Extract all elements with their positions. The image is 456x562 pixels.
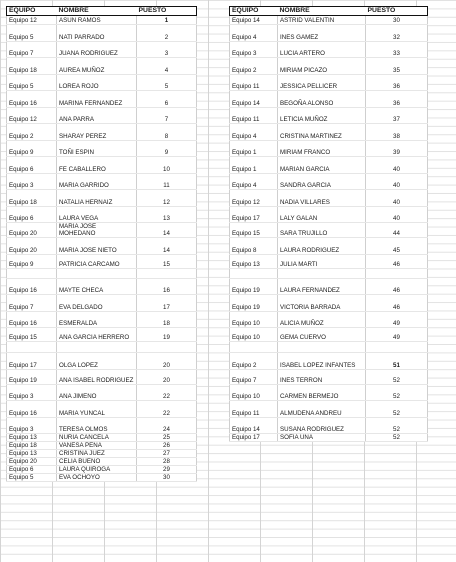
empty-row: [230, 268, 428, 278]
name-cell[interactable]: ALMUDENA ANDREU: [278, 401, 366, 418]
table-row: [230, 254, 428, 268]
position-cell[interactable]: 27: [137, 450, 197, 458]
position-cell[interactable]: 10: [137, 157, 197, 174]
position-cell[interactable]: 2: [137, 25, 197, 42]
team-cell[interactable]: Equipo 15: [7, 328, 57, 342]
team-cell[interactable]: Equipo 4: [230, 25, 278, 42]
team-cell[interactable]: Equipo 9: [7, 254, 57, 268]
team-cell[interactable]: Equipo 11: [230, 401, 278, 418]
table-row: [230, 74, 428, 91]
name-cell[interactable]: [57, 342, 137, 353]
team-cell[interactable]: Equipo 6: [7, 466, 57, 474]
position-cell[interactable]: 14: [137, 238, 197, 255]
name-cell[interactable]: TOÑI ESPIN: [57, 140, 137, 157]
position-cell[interactable]: 40: [366, 190, 428, 207]
name-cell[interactable]: SUSANA RODRIGUEZ: [278, 417, 366, 434]
table-row: [230, 401, 428, 418]
team-cell[interactable]: Equipo 10: [230, 328, 278, 342]
table-row: [7, 295, 197, 312]
name-column-header[interactable]: NOMBRE: [278, 7, 366, 16]
name-cell[interactable]: MAYTE CHECA: [57, 278, 137, 295]
table-row: [7, 238, 197, 255]
position-cell[interactable]: 52: [366, 434, 428, 442]
table-row: [230, 384, 428, 401]
position-cell[interactable]: 19: [137, 328, 197, 342]
name-cell[interactable]: NATALIA HERNAIZ: [57, 190, 137, 207]
table-row: [7, 190, 197, 207]
name-cell[interactable]: FE CABALLERO: [57, 157, 137, 174]
team-cell[interactable]: Equipo 20: [7, 238, 57, 255]
position-column-header[interactable]: PUESTO: [366, 7, 428, 16]
table-row: [230, 173, 428, 190]
position-cell[interactable]: 51: [366, 353, 428, 370]
position-cell[interactable]: 33: [366, 41, 428, 58]
team-cell[interactable]: Equipo 7: [7, 41, 57, 58]
right-ranking-table: [229, 6, 428, 442]
table-row: [7, 353, 197, 370]
name-cell[interactable]: ASTRID VALENTIN: [278, 16, 366, 25]
table-row: [230, 238, 428, 255]
position-cell[interactable]: 49: [366, 311, 428, 328]
position-cell[interactable]: 45: [366, 238, 428, 255]
table-row: [7, 328, 197, 342]
position-cell[interactable]: 5: [137, 74, 197, 91]
position-cell[interactable]: [137, 268, 197, 278]
table-row: [7, 16, 197, 25]
table-row: [230, 223, 428, 238]
position-cell[interactable]: 13: [137, 206, 197, 223]
name-cell[interactable]: SHARAY PEREZ: [57, 124, 137, 141]
team-cell[interactable]: Equipo 2: [230, 58, 278, 75]
name-cell[interactable]: SOFIA UÑA: [278, 434, 366, 442]
team-cell[interactable]: Equipo 6: [7, 206, 57, 223]
team-column-header[interactable]: EQUIPO: [7, 7, 57, 16]
name-cell[interactable]: EVA DELGADO: [57, 295, 137, 312]
team-cell[interactable]: Equipo 4: [230, 173, 278, 190]
table-row: [230, 206, 428, 223]
name-cell[interactable]: EVA OCHOYO: [57, 474, 137, 482]
name-cell[interactable]: CELIA BUENO: [57, 458, 137, 466]
empty-row: [230, 342, 428, 353]
name-cell[interactable]: LAURA FERNANDEZ: [278, 278, 366, 295]
team-cell[interactable]: Equipo 9: [7, 140, 57, 157]
team-cell[interactable]: Equipo 20: [7, 223, 57, 238]
team-cell[interactable]: [7, 268, 57, 278]
name-cell[interactable]: MIRIAM FRANCO: [278, 140, 366, 157]
team-cell[interactable]: Equipo 14: [230, 417, 278, 434]
team-cell[interactable]: Equipo 7: [7, 295, 57, 312]
team-cell[interactable]: Equipo 14: [230, 91, 278, 108]
position-cell[interactable]: 29: [137, 466, 197, 474]
name-cell[interactable]: LAURA QUIROGA: [57, 466, 137, 474]
team-cell[interactable]: Equipo 8: [230, 238, 278, 255]
name-cell[interactable]: MARIA JOSE MOHEDANO: [57, 223, 137, 238]
empty-row: [7, 342, 197, 353]
table-row: [230, 353, 428, 370]
team-cell[interactable]: Equipo 3: [7, 173, 57, 190]
team-cell[interactable]: Equipo 13: [7, 450, 57, 458]
team-cell[interactable]: Equipo 12: [7, 107, 57, 124]
name-cell[interactable]: SARA TRUJILLO: [278, 223, 366, 238]
table-row: [7, 74, 197, 91]
team-cell[interactable]: Equipo 1: [230, 157, 278, 174]
team-cell[interactable]: Equipo 18: [7, 190, 57, 207]
table-row: [7, 91, 197, 108]
position-cell[interactable]: 4: [137, 58, 197, 75]
table-row: [7, 384, 197, 401]
position-cell[interactable]: 44: [366, 223, 428, 238]
name-cell[interactable]: GEMA CUERVO: [278, 328, 366, 342]
position-cell[interactable]: 30: [366, 16, 428, 25]
table-row: [7, 417, 197, 434]
table-row: [230, 434, 428, 442]
team-cell[interactable]: Equipo 14: [230, 16, 278, 25]
team-cell[interactable]: Equipo 6: [7, 157, 57, 174]
table-row: [7, 254, 197, 268]
name-cell[interactable]: MARIAN GARCIA: [278, 157, 366, 174]
name-cell[interactable]: MARIA JOSE NIETO: [57, 238, 137, 255]
table-row: [230, 311, 428, 328]
name-cell[interactable]: ISABEL LOPEZ INFANTES: [278, 353, 366, 370]
table-row: [7, 442, 197, 450]
name-cell[interactable]: PATRICIA CARCAMO: [57, 254, 137, 268]
team-cell[interactable]: Equipo 13: [7, 434, 57, 442]
name-cell[interactable]: VICTORIA BARRADA: [278, 295, 366, 312]
position-cell[interactable]: 52: [366, 384, 428, 401]
position-cell[interactable]: 38: [366, 124, 428, 141]
table-row: [7, 58, 197, 75]
team-cell[interactable]: Equipo 15: [230, 223, 278, 238]
table-row: [7, 206, 197, 223]
position-cell[interactable]: 15: [137, 254, 197, 268]
name-cell[interactable]: NURIA CANCELA: [57, 434, 137, 442]
team-cell[interactable]: Equipo 16: [7, 401, 57, 418]
team-cell[interactable]: Equipo 2: [230, 353, 278, 370]
team-cell[interactable]: Equipo 19: [230, 278, 278, 295]
name-cell[interactable]: MARIA YUNCAL: [57, 401, 137, 418]
position-cell[interactable]: 26: [137, 442, 197, 450]
left-ranking-table: [6, 6, 197, 482]
position-cell[interactable]: 37: [366, 107, 428, 124]
team-cell[interactable]: Equipo 12: [7, 16, 57, 25]
position-cell[interactable]: 49: [366, 328, 428, 342]
table-row: [230, 328, 428, 342]
team-cell[interactable]: Equipo 19: [230, 295, 278, 312]
position-cell[interactable]: 18: [137, 311, 197, 328]
name-cell[interactable]: ANA GARCIA HERRERO: [57, 328, 137, 342]
table-row: [7, 474, 197, 482]
name-cell[interactable]: LALY GALAN: [278, 206, 366, 223]
name-cell[interactable]: MIRIAM PICAZO: [278, 58, 366, 75]
team-cell[interactable]: Equipo 17: [230, 434, 278, 442]
team-cell[interactable]: Equipo 17: [230, 206, 278, 223]
position-cell[interactable]: 39: [366, 140, 428, 157]
team-cell[interactable]: Equipo 3: [7, 384, 57, 401]
position-cell[interactable]: 30: [137, 474, 197, 482]
name-cell[interactable]: VANESA PEÑA: [57, 442, 137, 450]
table-row: [7, 401, 197, 418]
team-cell[interactable]: Equipo 19: [7, 369, 57, 384]
position-cell[interactable]: 40: [366, 173, 428, 190]
name-cell[interactable]: [278, 268, 366, 278]
position-column-header[interactable]: PUESTO: [137, 7, 197, 16]
name-cell[interactable]: LETICIA MUÑOZ: [278, 107, 366, 124]
table-row: [230, 107, 428, 124]
name-cell[interactable]: BEGOÑA ALONSO: [278, 91, 366, 108]
table-row: [7, 41, 197, 58]
position-cell[interactable]: 20: [137, 353, 197, 370]
team-cell[interactable]: Equipo 16: [7, 278, 57, 295]
table-row: [7, 434, 197, 442]
team-cell[interactable]: Equipo 20: [7, 458, 57, 466]
table-row: [230, 295, 428, 312]
team-cell[interactable]: Equipo 3: [7, 417, 57, 434]
position-cell[interactable]: 22: [137, 384, 197, 401]
position-cell[interactable]: 1: [137, 16, 197, 25]
name-cell[interactable]: [278, 342, 366, 353]
table-row: [230, 25, 428, 42]
position-cell[interactable]: 8: [137, 124, 197, 141]
team-cell[interactable]: Equipo 2: [7, 124, 57, 141]
name-cell[interactable]: LAURA RODRIGUEZ: [278, 238, 366, 255]
table-row: [230, 190, 428, 207]
name-cell[interactable]: JULIA MARTI: [278, 254, 366, 268]
position-cell[interactable]: 52: [366, 401, 428, 418]
name-cell[interactable]: LOREA ROJO: [57, 74, 137, 91]
table-row: [7, 278, 197, 295]
name-cell[interactable]: ANA ISABEL RODRIGUEZ: [57, 369, 137, 384]
name-cell[interactable]: ESMERALDA: [57, 311, 137, 328]
name-cell[interactable]: LUCIA ARTERO: [278, 41, 366, 58]
team-cell[interactable]: Equipo 5: [7, 74, 57, 91]
position-cell[interactable]: 40: [366, 157, 428, 174]
table-row: [230, 417, 428, 434]
table-row: [7, 25, 197, 42]
name-cell[interactable]: JUANA RODRIGUEZ: [57, 41, 137, 58]
table-row: [7, 369, 197, 384]
position-cell[interactable]: [366, 268, 428, 278]
table-row: [230, 41, 428, 58]
table-row: [7, 140, 197, 157]
team-cell[interactable]: Equipo 11: [230, 107, 278, 124]
table-row: [230, 157, 428, 174]
position-cell[interactable]: 46: [366, 295, 428, 312]
team-cell[interactable]: Equipo 12: [230, 190, 278, 207]
team-cell[interactable]: Equipo 10: [230, 311, 278, 328]
position-cell[interactable]: 46: [366, 254, 428, 268]
position-cell[interactable]: 28: [137, 458, 197, 466]
position-cell[interactable]: 14: [137, 223, 197, 238]
table-row: [230, 124, 428, 141]
team-cell[interactable]: Equipo 1: [230, 140, 278, 157]
position-cell[interactable]: 52: [366, 417, 428, 434]
team-cell[interactable]: Equipo 5: [7, 474, 57, 482]
position-cell[interactable]: 6: [137, 91, 197, 108]
team-column-header[interactable]: EQUIPO: [230, 7, 278, 16]
team-cell[interactable]: Equipo 16: [7, 91, 57, 108]
table-row: [7, 466, 197, 474]
position-cell[interactable]: 32: [366, 25, 428, 42]
name-cell[interactable]: TERESA OLMOS: [57, 417, 137, 434]
table-row: [7, 450, 197, 458]
team-cell[interactable]: Equipo 16: [7, 311, 57, 328]
name-cell[interactable]: LAURA VEGA: [57, 206, 137, 223]
position-cell[interactable]: 36: [366, 91, 428, 108]
team-cell[interactable]: [7, 342, 57, 353]
position-cell[interactable]: [366, 342, 428, 353]
table-row: [7, 311, 197, 328]
table-row: [7, 157, 197, 174]
name-cell[interactable]: INES TERRON: [278, 369, 366, 384]
team-cell[interactable]: Equipo 17: [7, 353, 57, 370]
position-cell[interactable]: 20: [137, 369, 197, 384]
table-row: [7, 223, 197, 238]
name-cell[interactable]: ANA JIMENO: [57, 384, 137, 401]
position-cell[interactable]: 40: [366, 206, 428, 223]
table-row: [7, 173, 197, 190]
position-cell[interactable]: 12: [137, 190, 197, 207]
name-cell[interactable]: MARIA GARRIDO: [57, 173, 137, 190]
team-cell[interactable]: Equipo 5: [7, 25, 57, 42]
table-row: [230, 58, 428, 75]
name-cell[interactable]: OLGA LOPEZ: [57, 353, 137, 370]
table-row: [230, 278, 428, 295]
position-cell[interactable]: 24: [137, 417, 197, 434]
position-cell[interactable]: 9: [137, 140, 197, 157]
position-cell[interactable]: 35: [366, 58, 428, 75]
position-cell[interactable]: 7: [137, 107, 197, 124]
name-cell[interactable]: ALICIA MUÑOZ: [278, 311, 366, 328]
header-row: [230, 7, 428, 16]
team-cell[interactable]: [230, 342, 278, 353]
table-row: [230, 16, 428, 25]
name-column-header[interactable]: NOMBRE: [57, 7, 137, 16]
team-cell[interactable]: Equipo 11: [230, 74, 278, 91]
name-cell[interactable]: [57, 268, 137, 278]
name-cell[interactable]: ASUN RAMOS: [57, 16, 137, 25]
team-cell[interactable]: [230, 268, 278, 278]
position-cell[interactable]: 46: [366, 278, 428, 295]
position-cell[interactable]: [137, 342, 197, 353]
team-cell[interactable]: Equipo 4: [230, 124, 278, 141]
name-cell[interactable]: CRISTINA MARTINEZ: [278, 124, 366, 141]
name-cell[interactable]: AUREA MUÑOZ: [57, 58, 137, 75]
name-cell[interactable]: SANDRA GARCIA: [278, 173, 366, 190]
name-cell[interactable]: CRISTINA JUEZ: [57, 450, 137, 458]
position-cell[interactable]: 25: [137, 434, 197, 442]
name-cell[interactable]: ANA PARRA: [57, 107, 137, 124]
table-row: [7, 124, 197, 141]
team-cell[interactable]: Equipo 3: [230, 41, 278, 58]
team-cell[interactable]: Equipo 18: [7, 58, 57, 75]
name-cell[interactable]: MARINA FERNANDEZ: [57, 91, 137, 108]
team-cell[interactable]: Equipo 13: [230, 254, 278, 268]
position-cell[interactable]: 36: [366, 74, 428, 91]
team-cell[interactable]: Equipo 7: [230, 369, 278, 384]
name-cell[interactable]: INES GAMEZ: [278, 25, 366, 42]
table-row: [230, 91, 428, 108]
header-row: [7, 7, 197, 16]
position-cell[interactable]: 3: [137, 41, 197, 58]
position-cell[interactable]: 22: [137, 401, 197, 418]
name-cell[interactable]: JESSICA PELLICER: [278, 74, 366, 91]
name-cell[interactable]: NATI PARRADO: [57, 25, 137, 42]
empty-row: [7, 268, 197, 278]
table-row: [7, 458, 197, 466]
name-cell[interactable]: CARMEN BERMEJO: [278, 384, 366, 401]
team-cell[interactable]: Equipo 18: [7, 442, 57, 450]
position-cell[interactable]: 17: [137, 295, 197, 312]
name-cell[interactable]: NADIA VILLARES: [278, 190, 366, 207]
table-row: [230, 369, 428, 384]
position-cell[interactable]: 52: [366, 369, 428, 384]
team-cell[interactable]: Equipo 10: [230, 384, 278, 401]
position-cell[interactable]: 16: [137, 278, 197, 295]
position-cell[interactable]: 11: [137, 173, 197, 190]
table-row: [230, 140, 428, 157]
table-row: [7, 107, 197, 124]
